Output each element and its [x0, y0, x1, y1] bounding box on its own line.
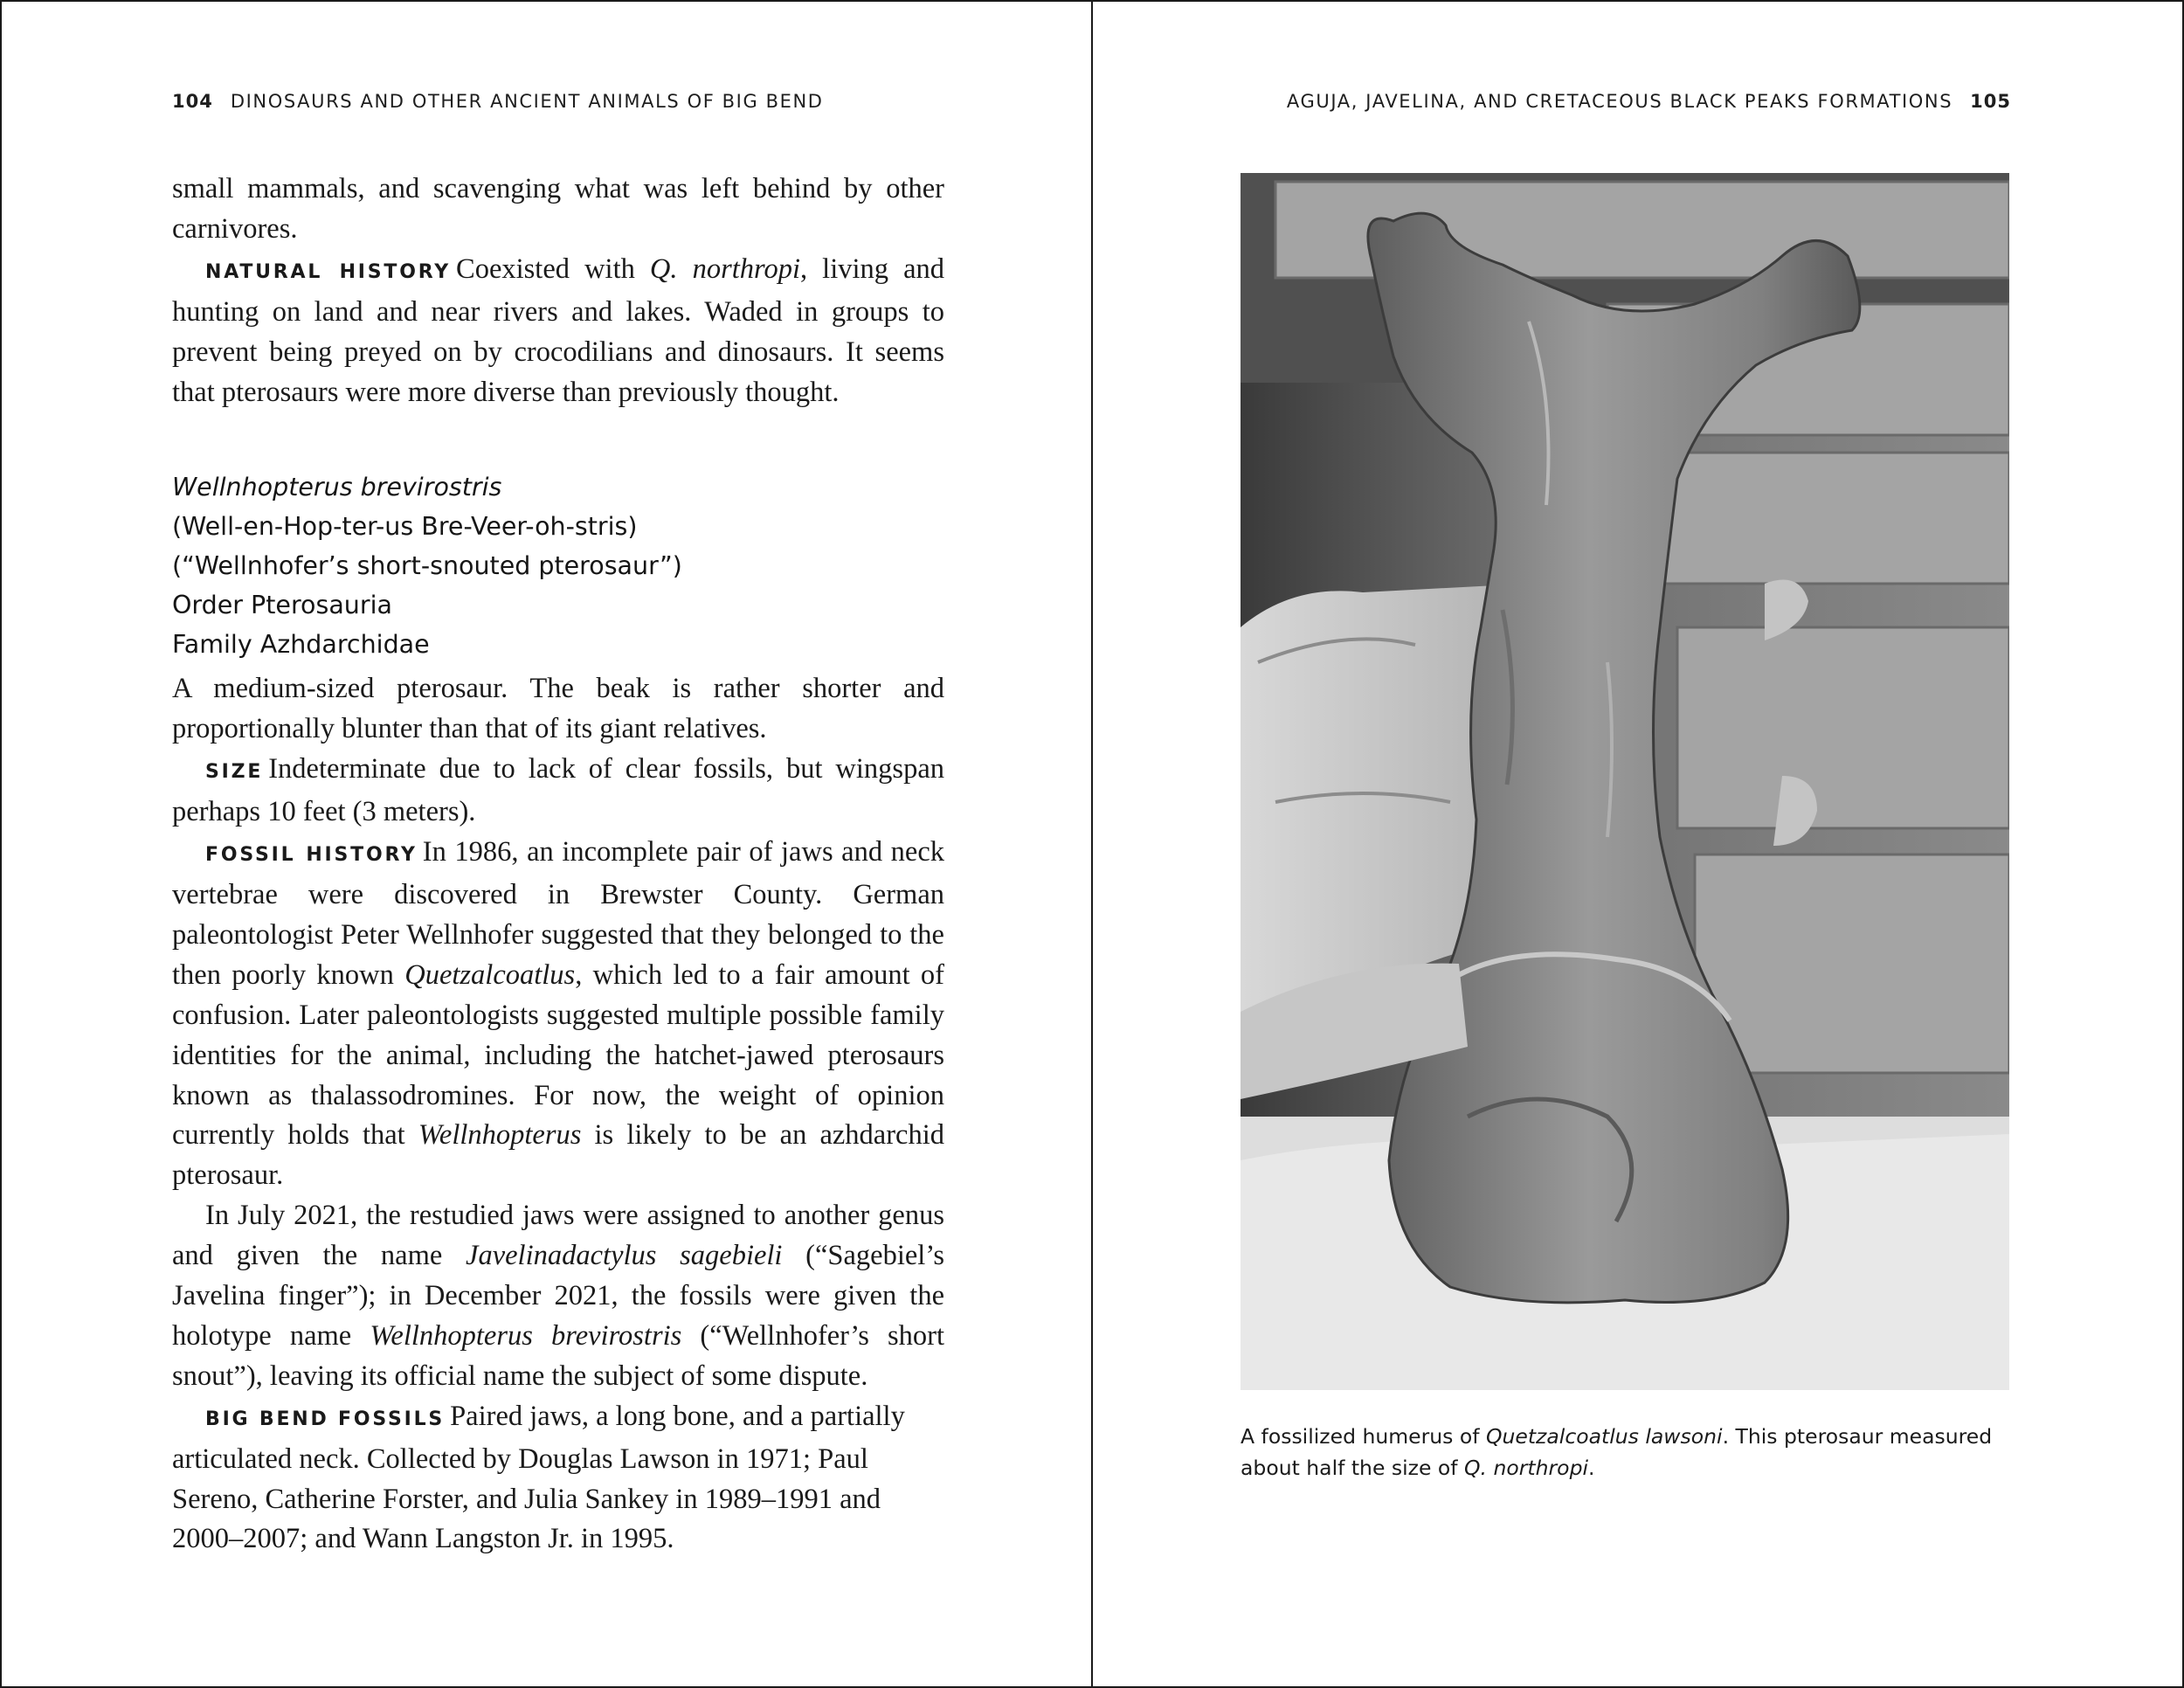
size-paragraph: SIZE Indeterminate due to lack of clear fossils, but wingspan perhaps 10 feet (3 meters).	[172, 753, 944, 828]
taxonomic-family: Family Azhdarchidae	[172, 630, 430, 660]
restudied-paragraph: In July 2021, the restudied jaws were assigned to another genus and given the name Javelinadactylus sagebieli (“Sagebiel’s Javelina finger”); in December 2021, the fossils were given the holotype name Wellnhopterus brevirostris (“Wellnhofer’s short snout”), leaving its official name the subject of some dispute.	[172, 1200, 945, 1392]
right-page-number: 105	[1970, 91, 2011, 112]
fossil-history-paragraph: FOSSIL HISTORY In 1986, an incomplete pair of jaws and neck vertebrae were discovered in Brewster County. German paleontologist Peter Wellnhofer suggested that they belonged to the then poorly known Quetzalcoatlus, which led to a fair amount of confusion. Later paleontologists suggested multiple possible family identities for the animal, including the hatchet-jawed pterosaurs known as thalassodromines. For now, the weight of opinion currently holds that Wellnhopterus is likely to be an azhdarchid pterosaur.	[172, 836, 944, 1192]
size-label: SIZE	[205, 761, 264, 784]
natural-history-label: NATURAL HISTORY	[205, 260, 452, 283]
photo-caption: A fossilized humerus of Quetzalcoatlus lawsoni. This pterosaur measured about half the size of Q. northropi.	[1241, 1424, 1993, 1480]
name-meaning: (“Wellnhofer’s short-snouted pterosaur”)	[172, 551, 682, 581]
left-running-head	[172, 91, 824, 112]
natural-history-paragraph: NATURAL HISTORY Coexisted with Q. northropi, living and hunting on land and near rivers and lakes. Waded in groups to prevent being preyed on by crocodilians and dinosaurs. It seems that pterosaurs were more diverse than previously thought.	[172, 253, 945, 408]
page-gutter	[1091, 0, 1093, 1688]
carnivores-paragraph: small mammals, and scavenging what was left behind by other carnivores.	[172, 173, 944, 245]
scientific-name: Wellnhopterus brevirostris	[172, 473, 502, 502]
description-paragraph: A medium-sized pterosaur. The beak is rather shorter and proportionally blunter than that of its giant relatives.	[172, 673, 944, 745]
right-running-head-title: AGUJA, JAVELINA, AND CRETACEOUS BLACK PEAKS FORMATIONS	[1286, 91, 1953, 112]
big-bend-fossils-label: BIG BEND FOSSILS	[205, 1408, 446, 1430]
humerus-photo	[1241, 173, 2009, 1390]
taxonomic-order: Order Pterosauria	[172, 591, 392, 620]
fossil-history-label: FOSSIL HISTORY	[205, 844, 418, 867]
big-bend-fossils-paragraph: BIG BEND FOSSILS Paired jaws, a long bone, and a partially articulated neck. Collected by Douglas Lawson in 1971; Paul Sereno, Catherine Forster, and Julia Sankey in 1989–1991 and 2000–2007; and Wann Langston Jr. in 1995.	[172, 1400, 905, 1555]
left-page-body	[172, 169, 944, 1560]
right-running-head	[1287, 91, 2011, 112]
left-page-number: 104	[172, 91, 213, 112]
species-entry-heading	[172, 467, 944, 664]
left-running-head-title: DINOSAURS AND OTHER ANCIENT ANIMALS OF BIG BEND	[230, 91, 824, 112]
pronunciation: (Well-en-Hop-ter-us Bre-Veer-oh-stris)	[172, 512, 638, 542]
